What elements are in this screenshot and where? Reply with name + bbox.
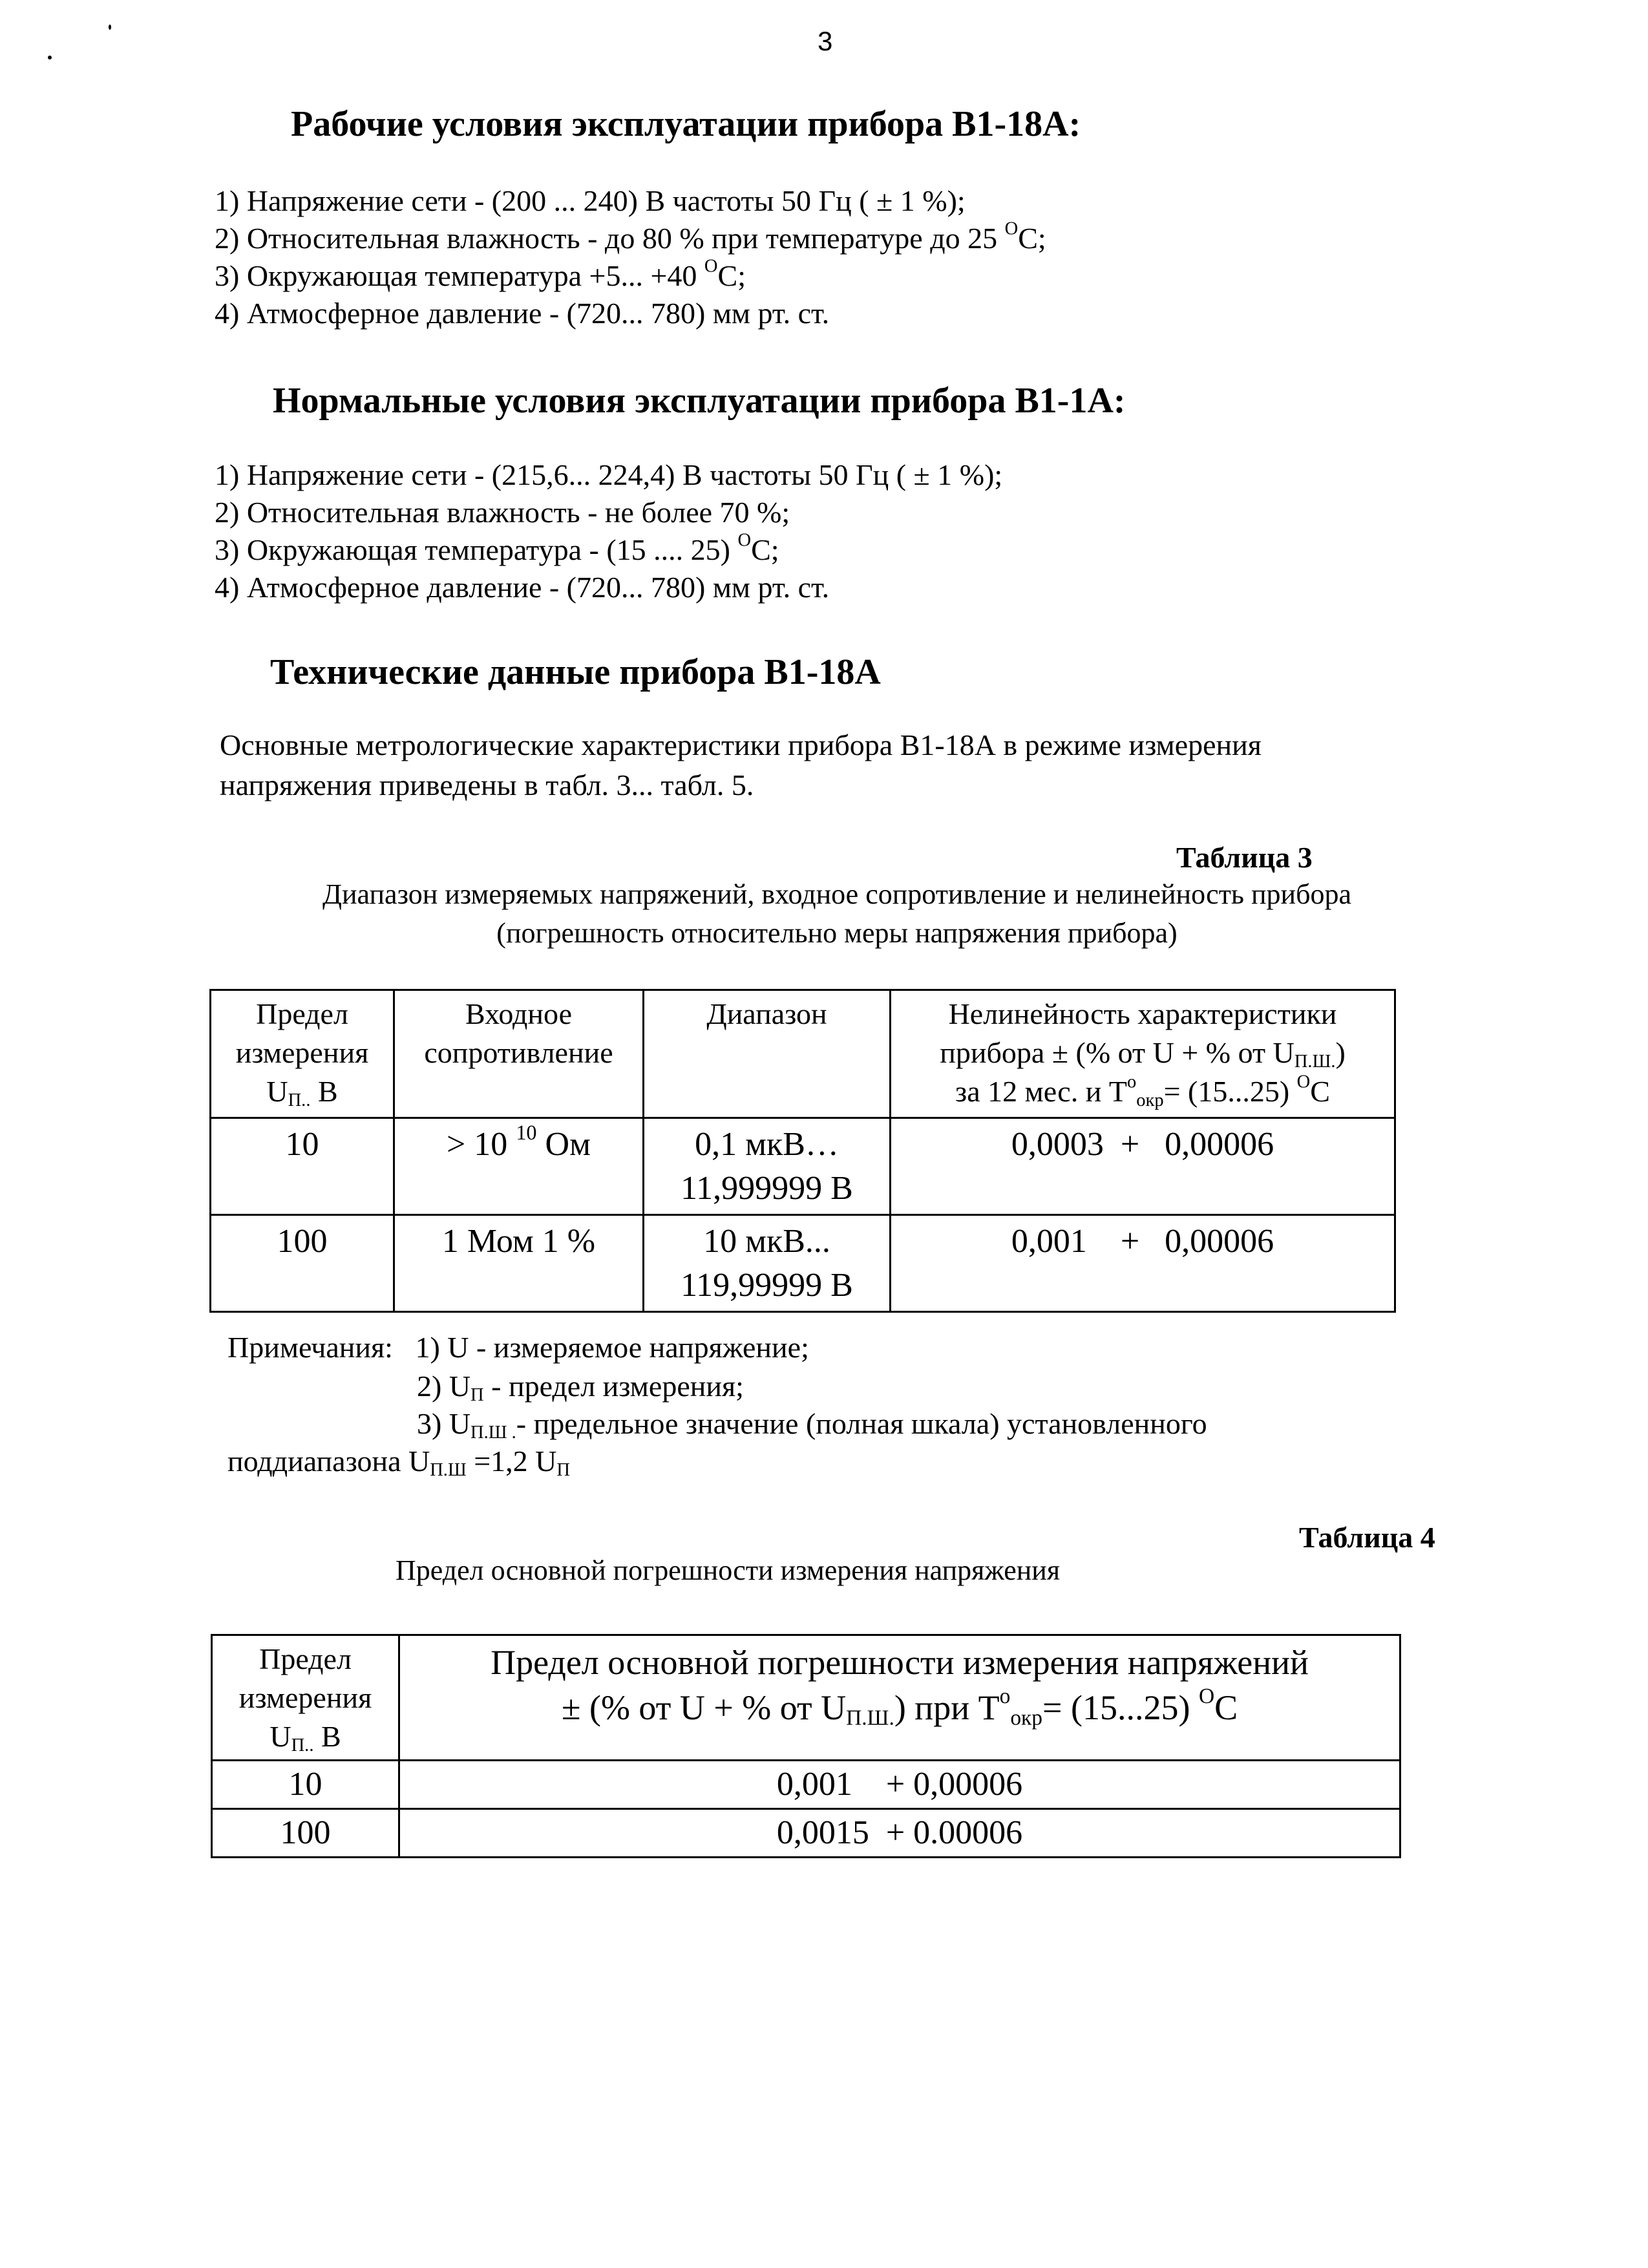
normal-conditions-list bbox=[215, 460, 1002, 610]
table-row bbox=[212, 1761, 1400, 1809]
technical-data-intro-line1: Основные метрологические характеристики прибора В1-18А в режиме измерения bbox=[220, 728, 1262, 761]
table3-cell-range: 10 мкВ... 119,99999 В bbox=[644, 1215, 891, 1312]
table-row bbox=[211, 1118, 1395, 1215]
table4-header-error: Предел основной погрешности измерения напряжений ± (% от U + % от $U_{П.Ш.}$) при $T^o_{окр}= (15...25)$ $^O$C bbox=[399, 1635, 1400, 1761]
working-condition-item: 1) Напряжение сети - (200 ... 240) В частоты 50 Гц ( ± 1 %); bbox=[215, 184, 966, 217]
table4-header-limit: Предел измерения $U_{П..}$ В bbox=[212, 1635, 399, 1761]
normal-condition-item: 2) Относительная влажность - не более 70 %; bbox=[215, 496, 790, 529]
working-condition-item: 4) Атмосферное давление - (720... 780) мм рт. ст. bbox=[215, 297, 830, 330]
table3-header-row bbox=[211, 990, 1395, 1118]
table3-cell-resistance: > 10 $^{10}$ Ом bbox=[394, 1118, 644, 1215]
table-row bbox=[212, 1808, 1400, 1857]
notes-note1: Примечания: 1) U - измеряемое напряжение; bbox=[227, 1331, 809, 1364]
notes-note3: 3) $U_{П.Ш .}-$ предельное значение (полная шкала) установленного bbox=[417, 1407, 1207, 1443]
table3-cell-nonlinearity: 0,001 + 0,00006 bbox=[891, 1215, 1395, 1312]
table3-header-limit: Предел измерения $U_{П..}$ В bbox=[211, 990, 394, 1118]
table3-header-nonlinearity: Нелинейность характеристики прибора ± (% от U + % от $U_{П.Ш.}$) за 12 мес. и $T^o_{окр}= (15...25)$ $^O$C bbox=[891, 990, 1395, 1118]
table3-caption-line1: Диапазон измеряемых напряжений, входное сопротивление и нелинейность прибора bbox=[322, 878, 1351, 910]
table3-cell-resistance: 1 Мом 1 % bbox=[394, 1215, 644, 1312]
normal-condition-item: 3) Окружающая температура - (15 .... 25) $^O$C; bbox=[215, 530, 779, 566]
working-conditions-title: Рабочие условия эксплуатации прибора В1-18А: bbox=[291, 104, 1081, 144]
page-number: 3 bbox=[818, 26, 833, 56]
technical-data-title: Технические данные прибора В1-18А bbox=[270, 652, 881, 692]
scan-speck bbox=[109, 25, 111, 30]
normal-condition-item: 1) Напряжение сети - (215,6... 224,4) В частоты 50 Гц ( ± 1 %); bbox=[215, 458, 1003, 491]
technical-data-intro-line2: напряжения приведены в табл. 3... табл. 5. bbox=[220, 768, 754, 801]
table4-cell-error: 0,001 + 0,00006 bbox=[399, 1761, 1400, 1809]
notes-label: Примечания: bbox=[227, 1331, 393, 1364]
table4-cell-limit: 100 bbox=[212, 1808, 399, 1857]
working-condition-item: 2) Относительная влажность - до 80 % при температуре до 25 $^O$C; bbox=[215, 218, 1046, 255]
table4-caption: Предел основной погрешности измерения напряжения bbox=[396, 1554, 1061, 1586]
working-conditions-list bbox=[215, 186, 1046, 336]
table4-label: Таблица 4 bbox=[1299, 1521, 1435, 1554]
scan-speck bbox=[48, 56, 52, 59]
table4-cell-error: 0,0015 + 0.00006 bbox=[399, 1808, 1400, 1857]
working-condition-item: 3) Окружающая температура +5... +40 $^O$C; bbox=[215, 256, 746, 292]
table4-cell-limit: 10 bbox=[212, 1761, 399, 1809]
normal-conditions-title: Нормальные условия эксплуатации прибора В1-1А: bbox=[273, 381, 1126, 421]
table3-header-range: Диапазон bbox=[644, 990, 891, 1118]
table3-header-resistance: Входное сопротивление bbox=[394, 990, 644, 1118]
table3-caption-line2: (погрешность относительно меры напряжения прибора) bbox=[496, 917, 1178, 949]
table3-cell-range: 0,1 мкВ… 11,999999 В bbox=[644, 1118, 891, 1215]
notes-note3-continuation: поддиапазона $U_{П.Ш} =1,2$ $U_П$ bbox=[227, 1445, 570, 1481]
notes-note2: 2) $U_П$ - предел измерения; bbox=[417, 1370, 744, 1406]
table3 bbox=[209, 989, 1396, 1313]
table3-label: Таблица 3 bbox=[1176, 841, 1313, 874]
table4-header-row bbox=[212, 1635, 1400, 1761]
table3-cell-nonlinearity: 0,0003 + 0,00006 bbox=[891, 1118, 1395, 1215]
table3-cell-limit: 10 bbox=[211, 1118, 394, 1215]
table4 bbox=[211, 1634, 1401, 1858]
table-row bbox=[211, 1215, 1395, 1312]
table3-cell-limit: 100 bbox=[211, 1215, 394, 1312]
normal-condition-item: 4) Атмосферное давление - (720... 780) мм рт. ст. bbox=[215, 571, 830, 604]
